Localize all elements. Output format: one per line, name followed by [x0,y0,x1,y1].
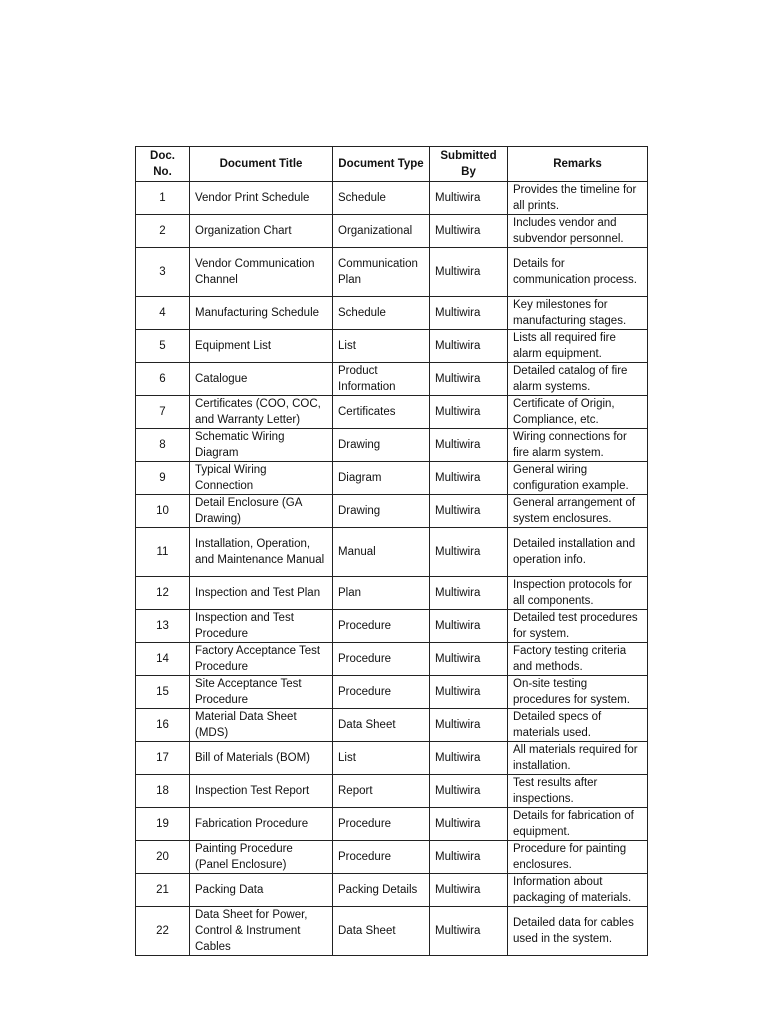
cell-document-type: Data Sheet [333,907,430,956]
cell-document-type: Schedule [333,182,430,215]
cell-remarks: Key milestones for manufacturing stages. [508,297,648,330]
cell-remarks: Factory testing criteria and methods. [508,643,648,676]
cell-submitted-by: Multiwira [430,396,508,429]
cell-doc-no: 15 [136,676,190,709]
header-document-title: Document Title [190,147,333,182]
cell-doc-no: 13 [136,610,190,643]
cell-document-type: Procedure [333,643,430,676]
cell-document-title: Vendor Print Schedule [190,182,333,215]
cell-document-title: Typical Wiring Connection [190,462,333,495]
cell-submitted-by: Multiwira [430,874,508,907]
cell-submitted-by: Multiwira [430,248,508,297]
cell-document-title: Inspection and Test Plan [190,577,333,610]
cell-document-title: Installation, Operation, and Maintenance Manual [190,528,333,577]
table-row [136,874,648,907]
table-row [136,841,648,874]
cell-document-title: Detail Enclosure (GA Drawing) [190,495,333,528]
cell-submitted-by: Multiwira [430,363,508,396]
cell-remarks: Procedure for painting enclosures. [508,841,648,874]
cell-document-title: Painting Procedure (Panel Enclosure) [190,841,333,874]
cell-remarks: Test results after inspections. [508,775,648,808]
cell-doc-no: 2 [136,215,190,248]
table-row [136,215,648,248]
cell-doc-no: 11 [136,528,190,577]
cell-document-title: Inspection Test Report [190,775,333,808]
table-row [136,297,648,330]
cell-document-title: Data Sheet for Power, Control & Instrument Cables [190,907,333,956]
cell-submitted-by: Multiwira [430,297,508,330]
cell-document-type: Drawing [333,495,430,528]
cell-doc-no: 12 [136,577,190,610]
table-row [136,182,648,215]
cell-document-type: List [333,330,430,363]
cell-doc-no: 4 [136,297,190,330]
cell-submitted-by: Multiwira [430,495,508,528]
cell-submitted-by: Multiwira [430,429,508,462]
header-row [136,147,648,182]
cell-submitted-by: Multiwira [430,742,508,775]
table-row [136,907,648,956]
cell-remarks: All materials required for installation. [508,742,648,775]
cell-submitted-by: Multiwira [430,610,508,643]
cell-doc-no: 5 [136,330,190,363]
table-row [136,709,648,742]
cell-doc-no: 18 [136,775,190,808]
cell-doc-no: 8 [136,429,190,462]
cell-doc-no: 21 [136,874,190,907]
cell-submitted-by: Multiwira [430,577,508,610]
cell-document-type: Diagram [333,462,430,495]
cell-document-type: Manual [333,528,430,577]
cell-document-type: Certificates [333,396,430,429]
cell-doc-no: 20 [136,841,190,874]
cell-document-title: Organization Chart [190,215,333,248]
cell-doc-no: 16 [136,709,190,742]
cell-document-type: Product Information [333,363,430,396]
cell-doc-no: 17 [136,742,190,775]
header-remarks: Remarks [508,147,648,182]
cell-document-type: Report [333,775,430,808]
cell-document-type: List [333,742,430,775]
cell-doc-no: 1 [136,182,190,215]
cell-document-type: Communication Plan [333,248,430,297]
cell-remarks: Certificate of Origin, Compliance, etc. [508,396,648,429]
header-doc-no: Doc. No. [136,147,190,182]
cell-remarks: Inspection protocols for all components. [508,577,648,610]
table-row [136,330,648,363]
cell-doc-no: 14 [136,643,190,676]
cell-remarks: Information about packaging of materials. [508,874,648,907]
cell-document-type: Schedule [333,297,430,330]
cell-doc-no: 7 [136,396,190,429]
cell-remarks: General wiring configuration example. [508,462,648,495]
table-row [136,248,648,297]
cell-document-type: Plan [333,577,430,610]
table-row [136,363,648,396]
cell-document-title: Site Acceptance Test Procedure [190,676,333,709]
header-document-type: Document Type [333,147,430,182]
cell-remarks: Wiring connections for fire alarm system. [508,429,648,462]
cell-remarks: Provides the timeline for all prints. [508,182,648,215]
cell-remarks: Detailed installation and operation info. [508,528,648,577]
cell-remarks: Detailed data for cables used in the system. [508,907,648,956]
cell-document-type: Data Sheet [333,709,430,742]
table-row [136,528,648,577]
cell-submitted-by: Multiwira [430,528,508,577]
table-row [136,676,648,709]
cell-doc-no: 3 [136,248,190,297]
cell-doc-no: 10 [136,495,190,528]
cell-submitted-by: Multiwira [430,215,508,248]
table-row [136,610,648,643]
cell-document-title: Packing Data [190,874,333,907]
cell-submitted-by: Multiwira [430,841,508,874]
table-row [136,775,648,808]
cell-document-type: Packing Details [333,874,430,907]
cell-submitted-by: Multiwira [430,907,508,956]
cell-submitted-by: Multiwira [430,775,508,808]
table-row [136,577,648,610]
cell-doc-no: 19 [136,808,190,841]
cell-document-title: Schematic Wiring Diagram [190,429,333,462]
cell-remarks: Includes vendor and subvendor personnel. [508,215,648,248]
cell-submitted-by: Multiwira [430,676,508,709]
table-header [136,147,648,182]
cell-document-type: Drawing [333,429,430,462]
table-row [136,396,648,429]
table-body [136,182,648,956]
cell-submitted-by: Multiwira [430,709,508,742]
cell-remarks: Detailed specs of materials used. [508,709,648,742]
cell-submitted-by: Multiwira [430,462,508,495]
cell-document-title: Certificates (COO, COC, and Warranty Letter) [190,396,333,429]
cell-document-title: Manufacturing Schedule [190,297,333,330]
table-row [136,808,648,841]
cell-submitted-by: Multiwira [430,182,508,215]
cell-submitted-by: Multiwira [430,808,508,841]
cell-document-title: Material Data Sheet (MDS) [190,709,333,742]
cell-document-type: Procedure [333,841,430,874]
cell-doc-no: 22 [136,907,190,956]
cell-doc-no: 6 [136,363,190,396]
cell-document-type: Procedure [333,676,430,709]
table-row [136,462,648,495]
cell-submitted-by: Multiwira [430,643,508,676]
cell-remarks: General arrangement of system enclosures. [508,495,648,528]
cell-document-type: Procedure [333,610,430,643]
table-row [136,742,648,775]
cell-remarks: On-site testing procedures for system. [508,676,648,709]
cell-remarks: Lists all required fire alarm equipment. [508,330,648,363]
cell-document-title: Fabrication Procedure [190,808,333,841]
cell-remarks: Detailed catalog of fire alarm systems. [508,363,648,396]
table-row [136,643,648,676]
cell-document-type: Organizational [333,215,430,248]
cell-document-title: Bill of Materials (BOM) [190,742,333,775]
cell-document-title: Factory Acceptance Test Procedure [190,643,333,676]
cell-remarks: Details for fabrication of equipment. [508,808,648,841]
cell-document-title: Inspection and Test Procedure [190,610,333,643]
document-list-table [135,146,648,956]
cell-document-title: Vendor Communication Channel [190,248,333,297]
cell-document-type: Procedure [333,808,430,841]
cell-doc-no: 9 [136,462,190,495]
cell-remarks: Details for communication process. [508,248,648,297]
cell-document-title: Equipment List [190,330,333,363]
cell-submitted-by: Multiwira [430,330,508,363]
cell-remarks: Detailed test procedures for system. [508,610,648,643]
header-submitted-by: Submitted By [430,147,508,182]
table-row [136,429,648,462]
table-row [136,495,648,528]
cell-document-title: Catalogue [190,363,333,396]
